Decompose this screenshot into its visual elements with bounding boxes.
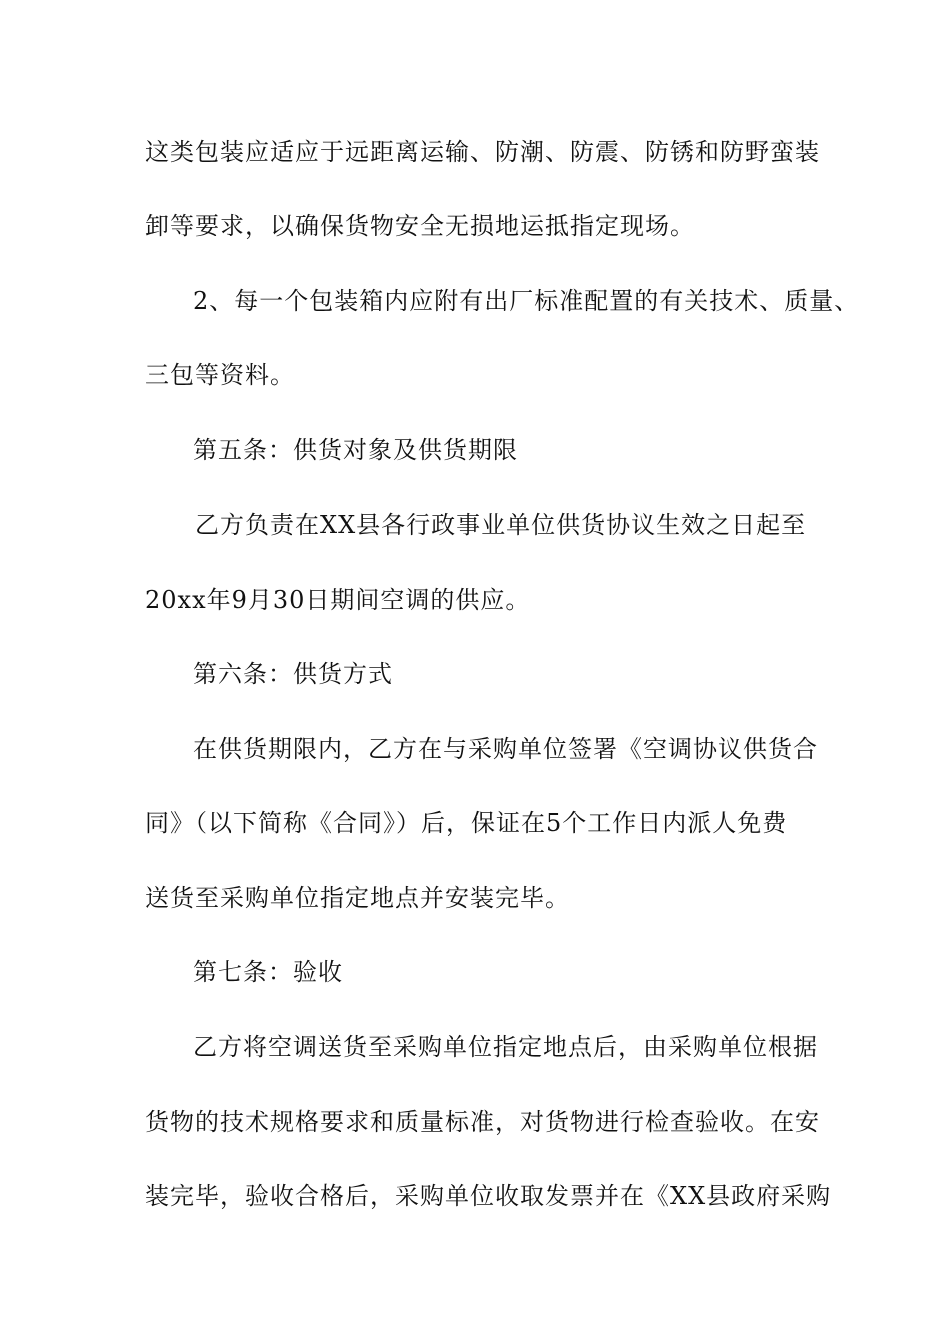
- text-line: 三包等资料。: [145, 361, 295, 389]
- text-line: 乙方将空调送货至采购单位指定地点后，由采购单位根据: [193, 1033, 818, 1061]
- text-line: 同》（以下简称《合同》）后，保证在5个工作日内派人免费: [145, 809, 788, 837]
- section-heading: 第七条：验收: [193, 958, 343, 986]
- text-line: 这类包装应适应于远距离运输、防潮、防震、防锈和防野蛮装: [145, 138, 820, 166]
- text-line: 乙方负责在XX县各行政事业单位供货协议生效之日起至: [195, 511, 807, 539]
- text-line: 送货至采购单位指定地点并安装完毕。: [145, 884, 570, 912]
- text-line: 2、每一个包装箱内应附有出厂标准配置的有关技术、质量、: [193, 287, 860, 315]
- text-line: 装完毕，验收合格后，采购单位收取发票并在《XX县政府采购: [145, 1182, 832, 1210]
- text-line: 货物的技术规格要求和质量标准，对货物进行检查验收。在安: [145, 1108, 820, 1136]
- text-line: 20xx年9月30日期间空调的供应。: [145, 586, 531, 614]
- section-heading: 第五条：供货对象及供货期限: [193, 436, 518, 464]
- text-line: 卸等要求，以确保货物安全无损地运抵指定现场。: [145, 212, 695, 240]
- section-heading: 第六条：供货方式: [193, 660, 393, 688]
- text-line: 在供货期限内，乙方在与采购单位签署《空调协议供货合: [193, 735, 818, 763]
